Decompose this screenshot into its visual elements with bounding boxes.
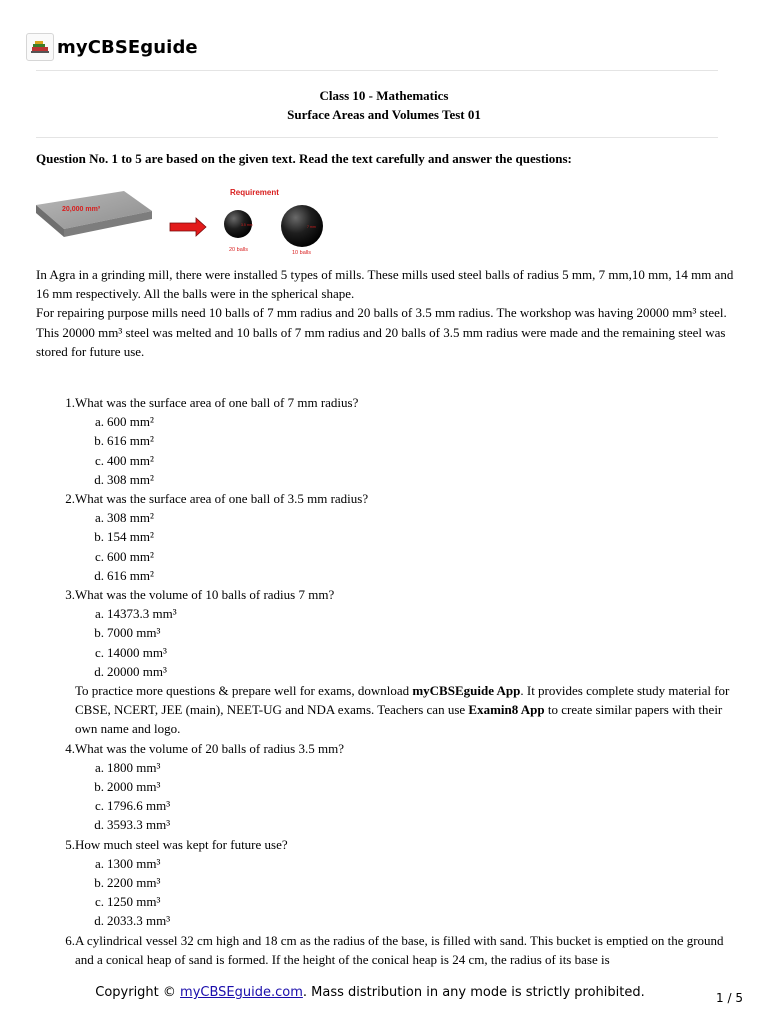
- footer-text: . Mass distribution in any mode is strictly prohibited.: [302, 985, 645, 1000]
- option-item: [36, 777, 736, 796]
- option-letter: d.: [94, 817, 104, 833]
- question-text: What was the surface area of one ball of 3.5 mm radius?: [75, 491, 369, 507]
- option-text: 2000 mm³: [107, 779, 161, 795]
- option-item: [36, 527, 736, 546]
- option-letter: c.: [94, 644, 104, 660]
- option-letter: d.: [94, 567, 104, 583]
- option-item: [36, 758, 736, 777]
- option-text: 1800 mm³: [107, 759, 161, 775]
- option-letter: a.: [94, 606, 104, 622]
- arrow-icon: [170, 218, 206, 236]
- option-item: [36, 873, 736, 892]
- option-item: [36, 431, 736, 450]
- question-text: What was the volume of 20 balls of radius 3.5 mm?: [75, 740, 344, 756]
- title-class: Class 10 - Mathematics: [319, 88, 449, 103]
- question-text: What was the volume of 10 balls of radius 7 mm?: [75, 587, 335, 603]
- option-text: 20000 mm³: [107, 663, 167, 679]
- title-test: Surface Areas and Volumes Test 01: [287, 107, 481, 122]
- question-number: 6.: [65, 932, 75, 948]
- plate-label: 20,000 mm³: [62, 206, 101, 213]
- option-letter: d.: [94, 663, 104, 679]
- question-number: 3.: [65, 587, 75, 603]
- page-number: 1 / 5: [716, 991, 743, 1005]
- option-letter: d.: [94, 913, 104, 929]
- brand-name: myCBSEguide: [57, 36, 198, 58]
- option-item: [36, 892, 736, 911]
- site-link[interactable]: myCBSEguide.com: [180, 985, 303, 1000]
- option-text: 1250 mm³: [107, 894, 161, 910]
- option-text: 616 mm²: [107, 567, 154, 583]
- copyright-footer: [0, 985, 740, 1000]
- option-text: 600 mm²: [107, 414, 154, 430]
- option-item: [36, 911, 736, 930]
- option-text: 616 mm²: [107, 433, 154, 449]
- steel-plate: [36, 191, 152, 237]
- passage-paragraph: This 20000 mm³ steel was melted and 10 balls of 7 mm radius and 20 balls of 3.5 mm radius were made and the remaining steel was stored for future use.: [36, 324, 726, 359]
- option-letter: b.: [94, 529, 104, 545]
- option-text: 14373.3 mm³: [107, 606, 177, 622]
- passage-paragraph: In Agra in a grinding mill, there were installed 5 types of mills. These mills used steel balls of radius 5 mm, 7 mm,10 mm, 14 mm and 16 mm respectively. All the balls were in the spherical shape.: [36, 267, 734, 302]
- option-item: [36, 451, 736, 470]
- option-letter: a.: [94, 759, 104, 775]
- option-letter: b.: [94, 779, 104, 795]
- promo-app-name: myCBSEguide App: [412, 683, 521, 699]
- big-ball-dim: 7 mm: [307, 225, 316, 229]
- question-item: [36, 585, 736, 604]
- title-divider: [36, 137, 718, 138]
- promo-text: To practice more questions & prepare well for exams, download: [75, 683, 413, 699]
- option-letter: c.: [94, 798, 104, 814]
- option-text: 2200 mm³: [107, 875, 161, 891]
- intro-instruction: Question No. 1 to 5 are based on the given text. Read the text carefully and answer the questions:: [36, 151, 572, 166]
- question-list: [36, 393, 736, 969]
- option-text: 400 mm²: [107, 452, 154, 468]
- requirement-label: Requirement: [230, 188, 279, 197]
- option-item: [36, 623, 736, 642]
- option-letter: a.: [94, 414, 104, 430]
- option-item: [36, 796, 736, 815]
- question-number: 4.: [65, 740, 75, 756]
- option-text: 600 mm²: [107, 548, 154, 564]
- question-text: What was the surface area of one ball of 7 mm radius?: [75, 395, 359, 410]
- option-text: 308 mm²: [107, 471, 154, 487]
- small-ball-label: 20 balls: [229, 247, 248, 253]
- logo-icon: [26, 33, 54, 61]
- question-item: [36, 931, 736, 969]
- option-letter: b.: [94, 875, 104, 891]
- site-header: [26, 33, 198, 61]
- option-letter: c.: [94, 452, 104, 468]
- option-item: [36, 815, 736, 834]
- option-letter: a.: [94, 510, 104, 526]
- option-letter: b.: [94, 433, 104, 449]
- big-ball: [281, 205, 323, 247]
- option-item: [36, 470, 736, 489]
- small-ball-dim: 3.5 mm: [241, 223, 253, 227]
- option-text: 1300 mm³: [107, 855, 161, 871]
- option-letter: a.: [94, 855, 104, 871]
- question-number: 5.: [65, 836, 75, 852]
- option-item: [36, 604, 736, 623]
- question-item: [36, 489, 736, 508]
- option-letter: b.: [94, 625, 104, 641]
- big-ball-label: 10 balls: [292, 250, 311, 255]
- option-letter: c.: [94, 894, 104, 910]
- option-item: [36, 662, 736, 681]
- promo-app-name: Examin8 App: [468, 702, 545, 718]
- option-item: [36, 643, 736, 662]
- option-text: 1796.6 mm³: [107, 798, 171, 814]
- question-item: [36, 393, 736, 412]
- option-text: 7000 mm³: [107, 625, 161, 641]
- option-text: 2033.3 mm³: [107, 913, 171, 929]
- steel-balls-figure: [36, 183, 336, 255]
- promo-text: . It provides complete study material for CBSE, NCERT, JEE (main), NEET-UG and NDA exams. Teachers can use: [75, 683, 730, 718]
- promo-text: to create similar papers with their own name and logo.: [75, 702, 723, 737]
- question-item: [36, 835, 736, 854]
- header-divider: [36, 70, 718, 71]
- option-letter: d.: [94, 471, 104, 487]
- option-text: 154 mm²: [107, 529, 154, 545]
- question-text: A cylindrical vessel 32 cm high and 18 cm as the radius of the base, is filled with sand. This bucket is emptied on the ground and a conical heap of sand is formed. If the height of the conical heap is 24 cm, the radius of its base is: [75, 932, 724, 967]
- footer-text: Copyright ©: [95, 985, 181, 1000]
- app-promo: [75, 681, 735, 739]
- option-item: [36, 566, 736, 585]
- option-item: [36, 547, 736, 566]
- question-number: 2.: [65, 491, 75, 507]
- question-item: [36, 739, 736, 758]
- option-item: [36, 508, 736, 527]
- question-text: How much steel was kept for future use?: [75, 836, 288, 852]
- page-title: [0, 86, 768, 124]
- option-letter: c.: [94, 548, 104, 564]
- passage-paragraph: For repairing purpose mills need 10 balls of 7 mm radius and 20 balls of 3.5 mm radius. The workshop was having 20000 mm³ steel.: [36, 305, 727, 321]
- option-text: 308 mm²: [107, 510, 154, 526]
- option-text: 14000 mm³: [107, 644, 167, 660]
- option-item: [36, 412, 736, 431]
- passage: [36, 265, 736, 361]
- option-text: 3593.3 mm³: [107, 817, 171, 833]
- question-number: 1.: [65, 395, 75, 410]
- option-item: [36, 854, 736, 873]
